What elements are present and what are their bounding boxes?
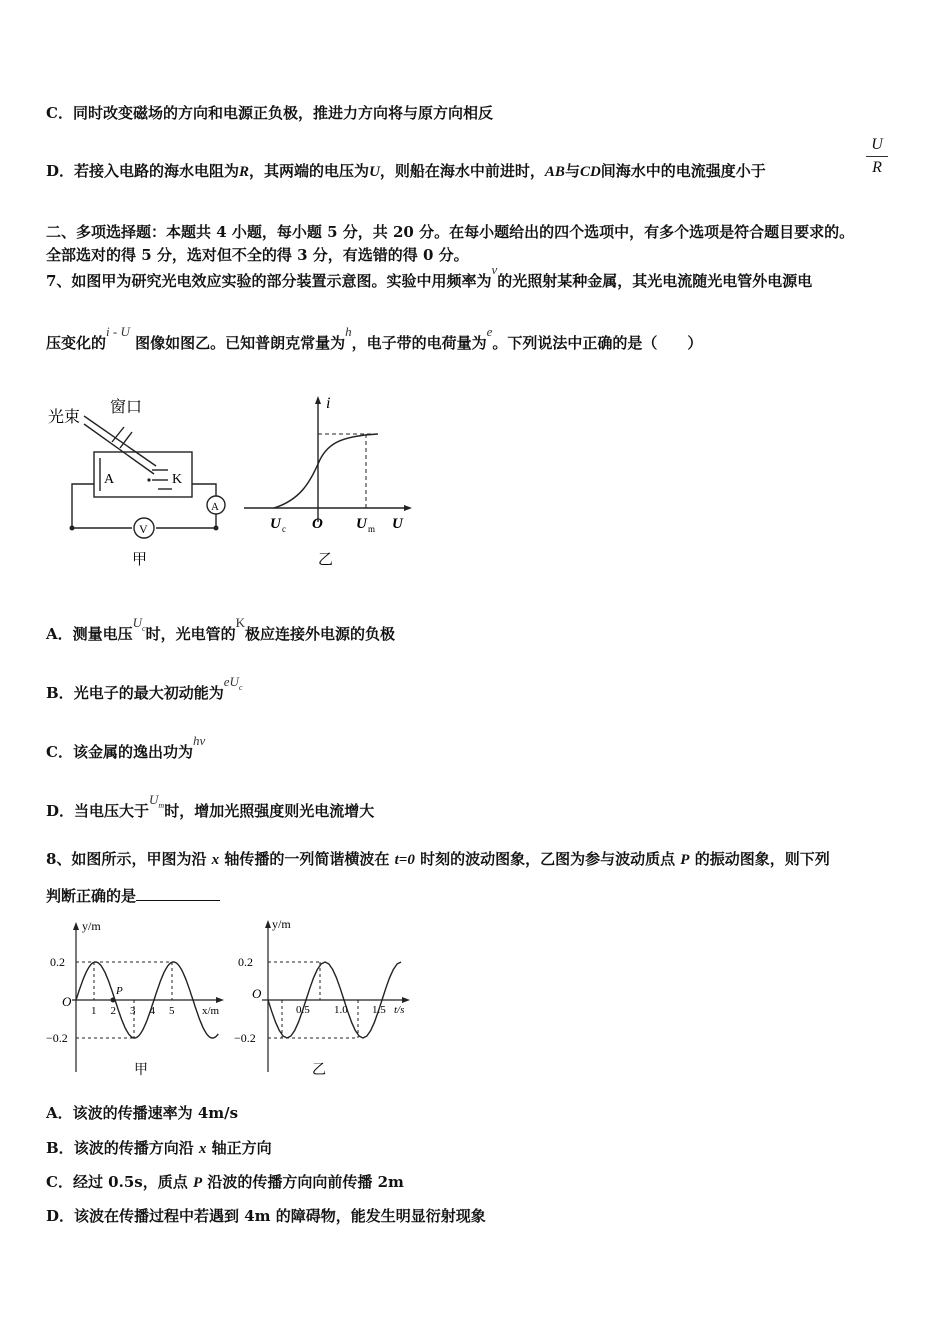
- svg-text:乙: 乙: [312, 1063, 326, 1078]
- svg-text:x/m: x/m: [202, 1005, 220, 1017]
- q8-option-c: C．经过 0.5s，质点 P 沿波的传播方向向前传播 2m: [46, 1173, 404, 1191]
- svg-text:y/m: y/m: [272, 917, 291, 931]
- q7-option-c: C．该金属的逸出功为hν: [46, 733, 206, 761]
- svg-text:甲: 甲: [134, 1063, 148, 1078]
- q7-option-a: A．测量电压$U^c$时，光电管的K极应连接外电源的负极: [46, 615, 396, 643]
- q8-stem-line1: 8、如图所示，甲图为沿 x 轴传播的一列简谐横波在 t=0 时刻的波动图象，乙图为参与波动质点 P 的振动图象，则下列: [46, 850, 830, 868]
- svg-text:P: P: [116, 985, 123, 997]
- tick-label: 1.0: [334, 1004, 348, 1016]
- svg-text:K: K: [172, 472, 183, 487]
- svg-text:0.2: 0.2: [238, 955, 253, 969]
- q8-option-d: D．该波在传播过程中若遇到 4m 的障碍物，能发生明显衍射现象: [46, 1207, 486, 1225]
- q6-option-c: C．同时改变磁场的方向和电源正负极，推进力方向将与原方向相反: [46, 104, 493, 122]
- q6-option-d: D．若接入电路的海水电阻为R，其两端的电压为U，则船在海水中前进时，AB与CD间海水中的电流强度小于: [46, 162, 766, 180]
- svg-text:i: i: [326, 395, 331, 412]
- svg-text:O: O: [312, 516, 323, 532]
- q8-option-a: A．该波的传播速率为 4m/s: [46, 1104, 239, 1122]
- svg-text:U: U: [392, 516, 403, 532]
- svg-text:O: O: [62, 994, 72, 1009]
- q7-option-b: B．光电子的最大初动能为$eU^c$: [46, 674, 243, 702]
- svg-text:A: A: [211, 501, 219, 513]
- tick-label: 4: [149, 1005, 155, 1017]
- svg-text:−0.2: −0.2: [234, 1031, 256, 1045]
- tick-label: 1.5: [372, 1004, 386, 1016]
- svg-text:O: O: [252, 986, 262, 1001]
- tick-label: 5: [169, 1005, 175, 1017]
- answer-blank[interactable]: [136, 886, 220, 901]
- svg-text:甲: 甲: [132, 552, 148, 568]
- svg-text:−0.2: −0.2: [46, 1031, 68, 1045]
- q8-stem-line2: 判断正确的是: [46, 885, 220, 906]
- svg-text:y/m: y/m: [82, 919, 101, 933]
- section-header-line1: 二、多项选择题：本题共 4 小题，每小题 5 分，共 20 分。在每小题给出的四个选项中，有多个选项是符合题目要求的。: [46, 223, 855, 241]
- svg-text:U: U: [356, 516, 367, 532]
- svg-text:窗口: 窗口: [110, 399, 143, 416]
- q7-stem-line2: 压变化的i - U 图像如图乙。已知普朗克常量为h，电子带的电荷量为e。下列说法中正确的是（ ）: [46, 324, 703, 352]
- tick-label: 3: [130, 1005, 136, 1017]
- svg-text:A: A: [104, 472, 115, 487]
- tick-label: 2: [110, 1005, 116, 1017]
- tick-label: 0.5: [296, 1004, 310, 1016]
- svg-text:m: m: [368, 524, 376, 534]
- fraction-u-over-r: U R: [866, 136, 888, 177]
- q7-figure-apparatus: [44, 392, 244, 572]
- svg-text:V: V: [139, 522, 148, 536]
- svg-text:c: c: [282, 524, 286, 534]
- q8-figure-vibration: [232, 912, 422, 1082]
- svg-text:0.2: 0.2: [50, 955, 65, 969]
- q7-figure-iu-curve: [240, 392, 420, 572]
- q8-option-b: B．该波的传播方向沿 x 轴正方向: [46, 1139, 272, 1157]
- svg-text:乙: 乙: [318, 552, 334, 568]
- section-header-line2: 全部选对的得 5 分，选对但不全的得 3 分，有选错的得 0 分。: [46, 246, 469, 264]
- svg-text:t/s: t/s: [394, 1004, 405, 1016]
- q7-option-d: D．当电压大于$U^m$时，增加光照强度则光电流增大: [46, 792, 375, 820]
- svg-text:U: U: [270, 516, 281, 532]
- tick-label: 1: [91, 1005, 97, 1017]
- svg-text:光束: 光束: [48, 409, 81, 426]
- q7-stem-line1: 7、如图甲为研究光电效应实验的部分装置示意图。实验中用频率为ν的光照射某种金属，其光电流随光电管外电源电: [46, 262, 813, 290]
- q8-figure-wave: [44, 912, 234, 1082]
